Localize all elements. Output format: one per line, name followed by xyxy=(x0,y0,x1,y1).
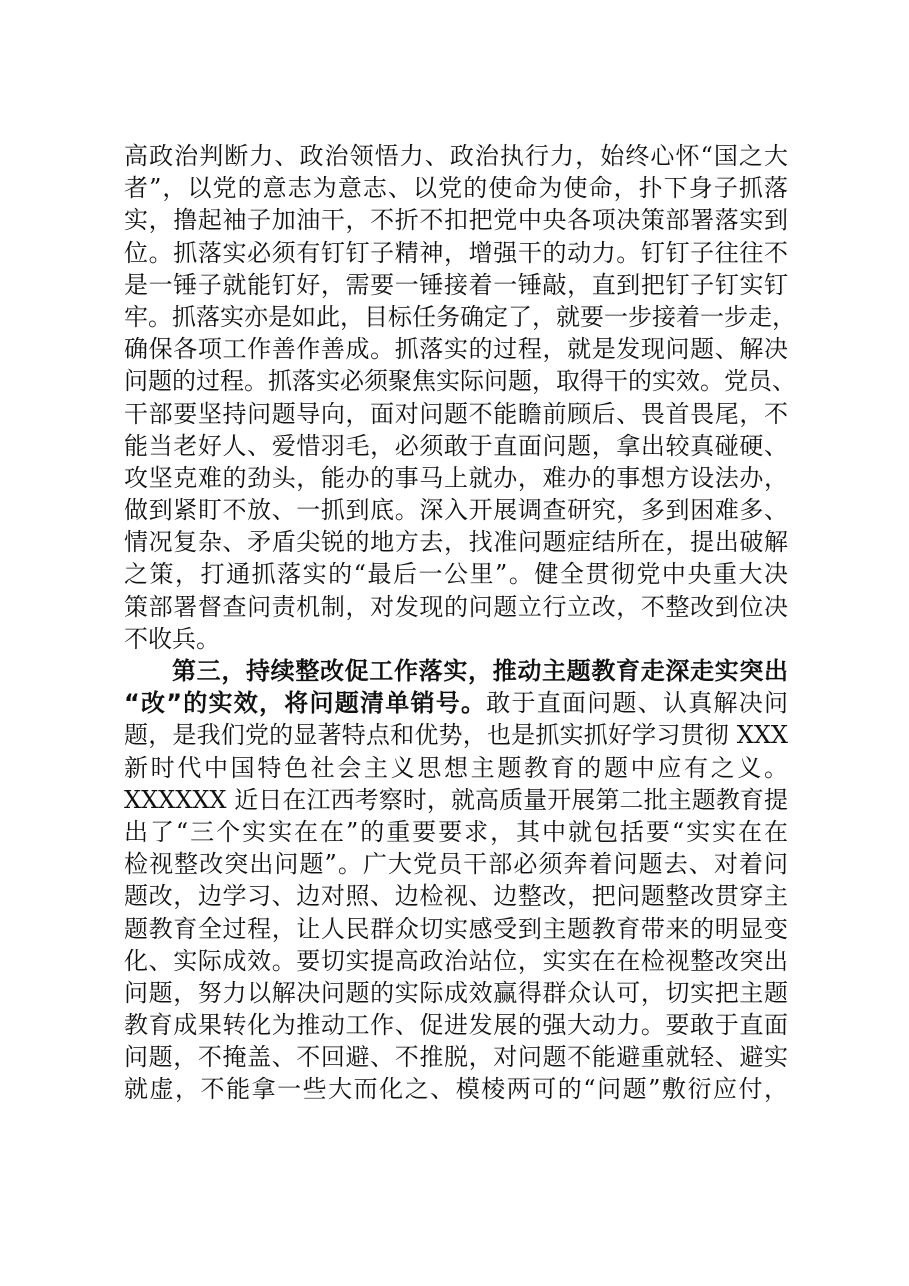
text-run: 敢于直面问题、认真解决问 xyxy=(486,689,789,718)
section-heading-continued: “改”的实效，将问题清单销号。 xyxy=(124,689,487,718)
text-line xyxy=(124,655,788,687)
text-line: 高政治判断力、政治领悟力、政治执行力，始终心怀“国之大 xyxy=(124,142,788,170)
paragraph-1 xyxy=(124,140,796,655)
text-line: 新时代中国特色社会主义思想主题教育的题中应有之义。 xyxy=(124,753,788,782)
text-line: 问题的过程。抓落实必须聚焦实际问题，取得干的实效。党员、 xyxy=(124,367,796,396)
text-line: 题改，边学习、边对照、边检视、边整改，把问题整改贯穿主 xyxy=(124,882,788,911)
text-line: 情况复杂、矛盾尖锐的地方去，找准问题症结所在，提出破解 xyxy=(124,528,788,557)
text-line: 攻坚克难的劲头，能办的事马上就办，难办的事想方设法办， xyxy=(124,463,788,492)
text-line: 问题，不掩盖、不回避、不推脱，对问题不能避重就轻、避实 xyxy=(124,1043,788,1072)
text-line xyxy=(124,687,788,719)
text-line: 出了“三个实实在在”的重要要求，其中就包括要“实实在在 xyxy=(124,817,788,846)
text-line: 位。抓落实必须有钉钉子精神，增强干的动力。钉钉子往往不 xyxy=(124,238,788,267)
text-line: 做到紧盯不放、一抓到底。深入开展调查研究，多到困难多、 xyxy=(124,496,788,525)
text-line: 检视整改突出问题”。广大党员干部必须奔着问题去、对着问 xyxy=(124,850,788,879)
text-line: XXXXXX 近日在江西考察时，就高质量开展第二批主题教育提 xyxy=(124,785,788,814)
text-line: 是一锤子就能钉好，需要一锤接着一锤敲，直到把钉子钉实钉 xyxy=(124,270,788,299)
text-line: 实，撸起袖子加油干，不折不扣把党中央各项决策部署落实到 xyxy=(124,206,788,235)
text-line: 干部要坚持问题导向，面对问题不能瞻前顾后、畏首畏尾，不 xyxy=(124,399,788,428)
text-line: 问题，努力以解决问题的实际成效赢得群众认可，切实把主题 xyxy=(124,978,788,1007)
text-line: 策部署督查问责机制，对发现的问题立行立改，不整改到位决 xyxy=(124,592,788,621)
text-line: 者”，以党的意志为意志、以党的使命为使命，扑下身子抓落 xyxy=(124,174,788,203)
text-line: 不收兵。 xyxy=(124,624,220,653)
text-line: 题教育全过程，让人民群众切实感受到主题教育带来的明显变 xyxy=(124,914,788,943)
text-line: 确保各项工作善作善成。抓落实的过程，就是发现问题、解决 xyxy=(124,335,788,364)
text-line: 化、实际成效。要切实提高政治站位，实实在在检视整改突出 xyxy=(124,946,788,975)
text-line: 能当老好人、爱惜羽毛，必须敢于直面问题，拿出较真碰硬、 xyxy=(124,431,788,460)
paragraph-2 xyxy=(124,655,788,1106)
text-line: 题，是我们党的显著特点和优势，也是抓实抓好学习贯彻 XXX xyxy=(124,721,788,750)
body-text xyxy=(124,140,796,1106)
text-line: 教育成果转化为推动工作、促进发展的强大动力。要敢于直面 xyxy=(124,1011,788,1040)
section-heading: 第三，持续整改促工作落实，推动主题教育走深走实突出 xyxy=(172,657,788,685)
text-line: 之策，打通抓落实的“最后一公里”。健全贯彻党中央重大决 xyxy=(124,560,788,589)
text-line: 就虚，不能拿一些大而化之、模棱两可的“问题”敷衍应付， xyxy=(124,1075,788,1104)
text-line: 牢。抓落实亦是如此，目标任务确定了，就要一步接着一步走， xyxy=(124,302,796,331)
